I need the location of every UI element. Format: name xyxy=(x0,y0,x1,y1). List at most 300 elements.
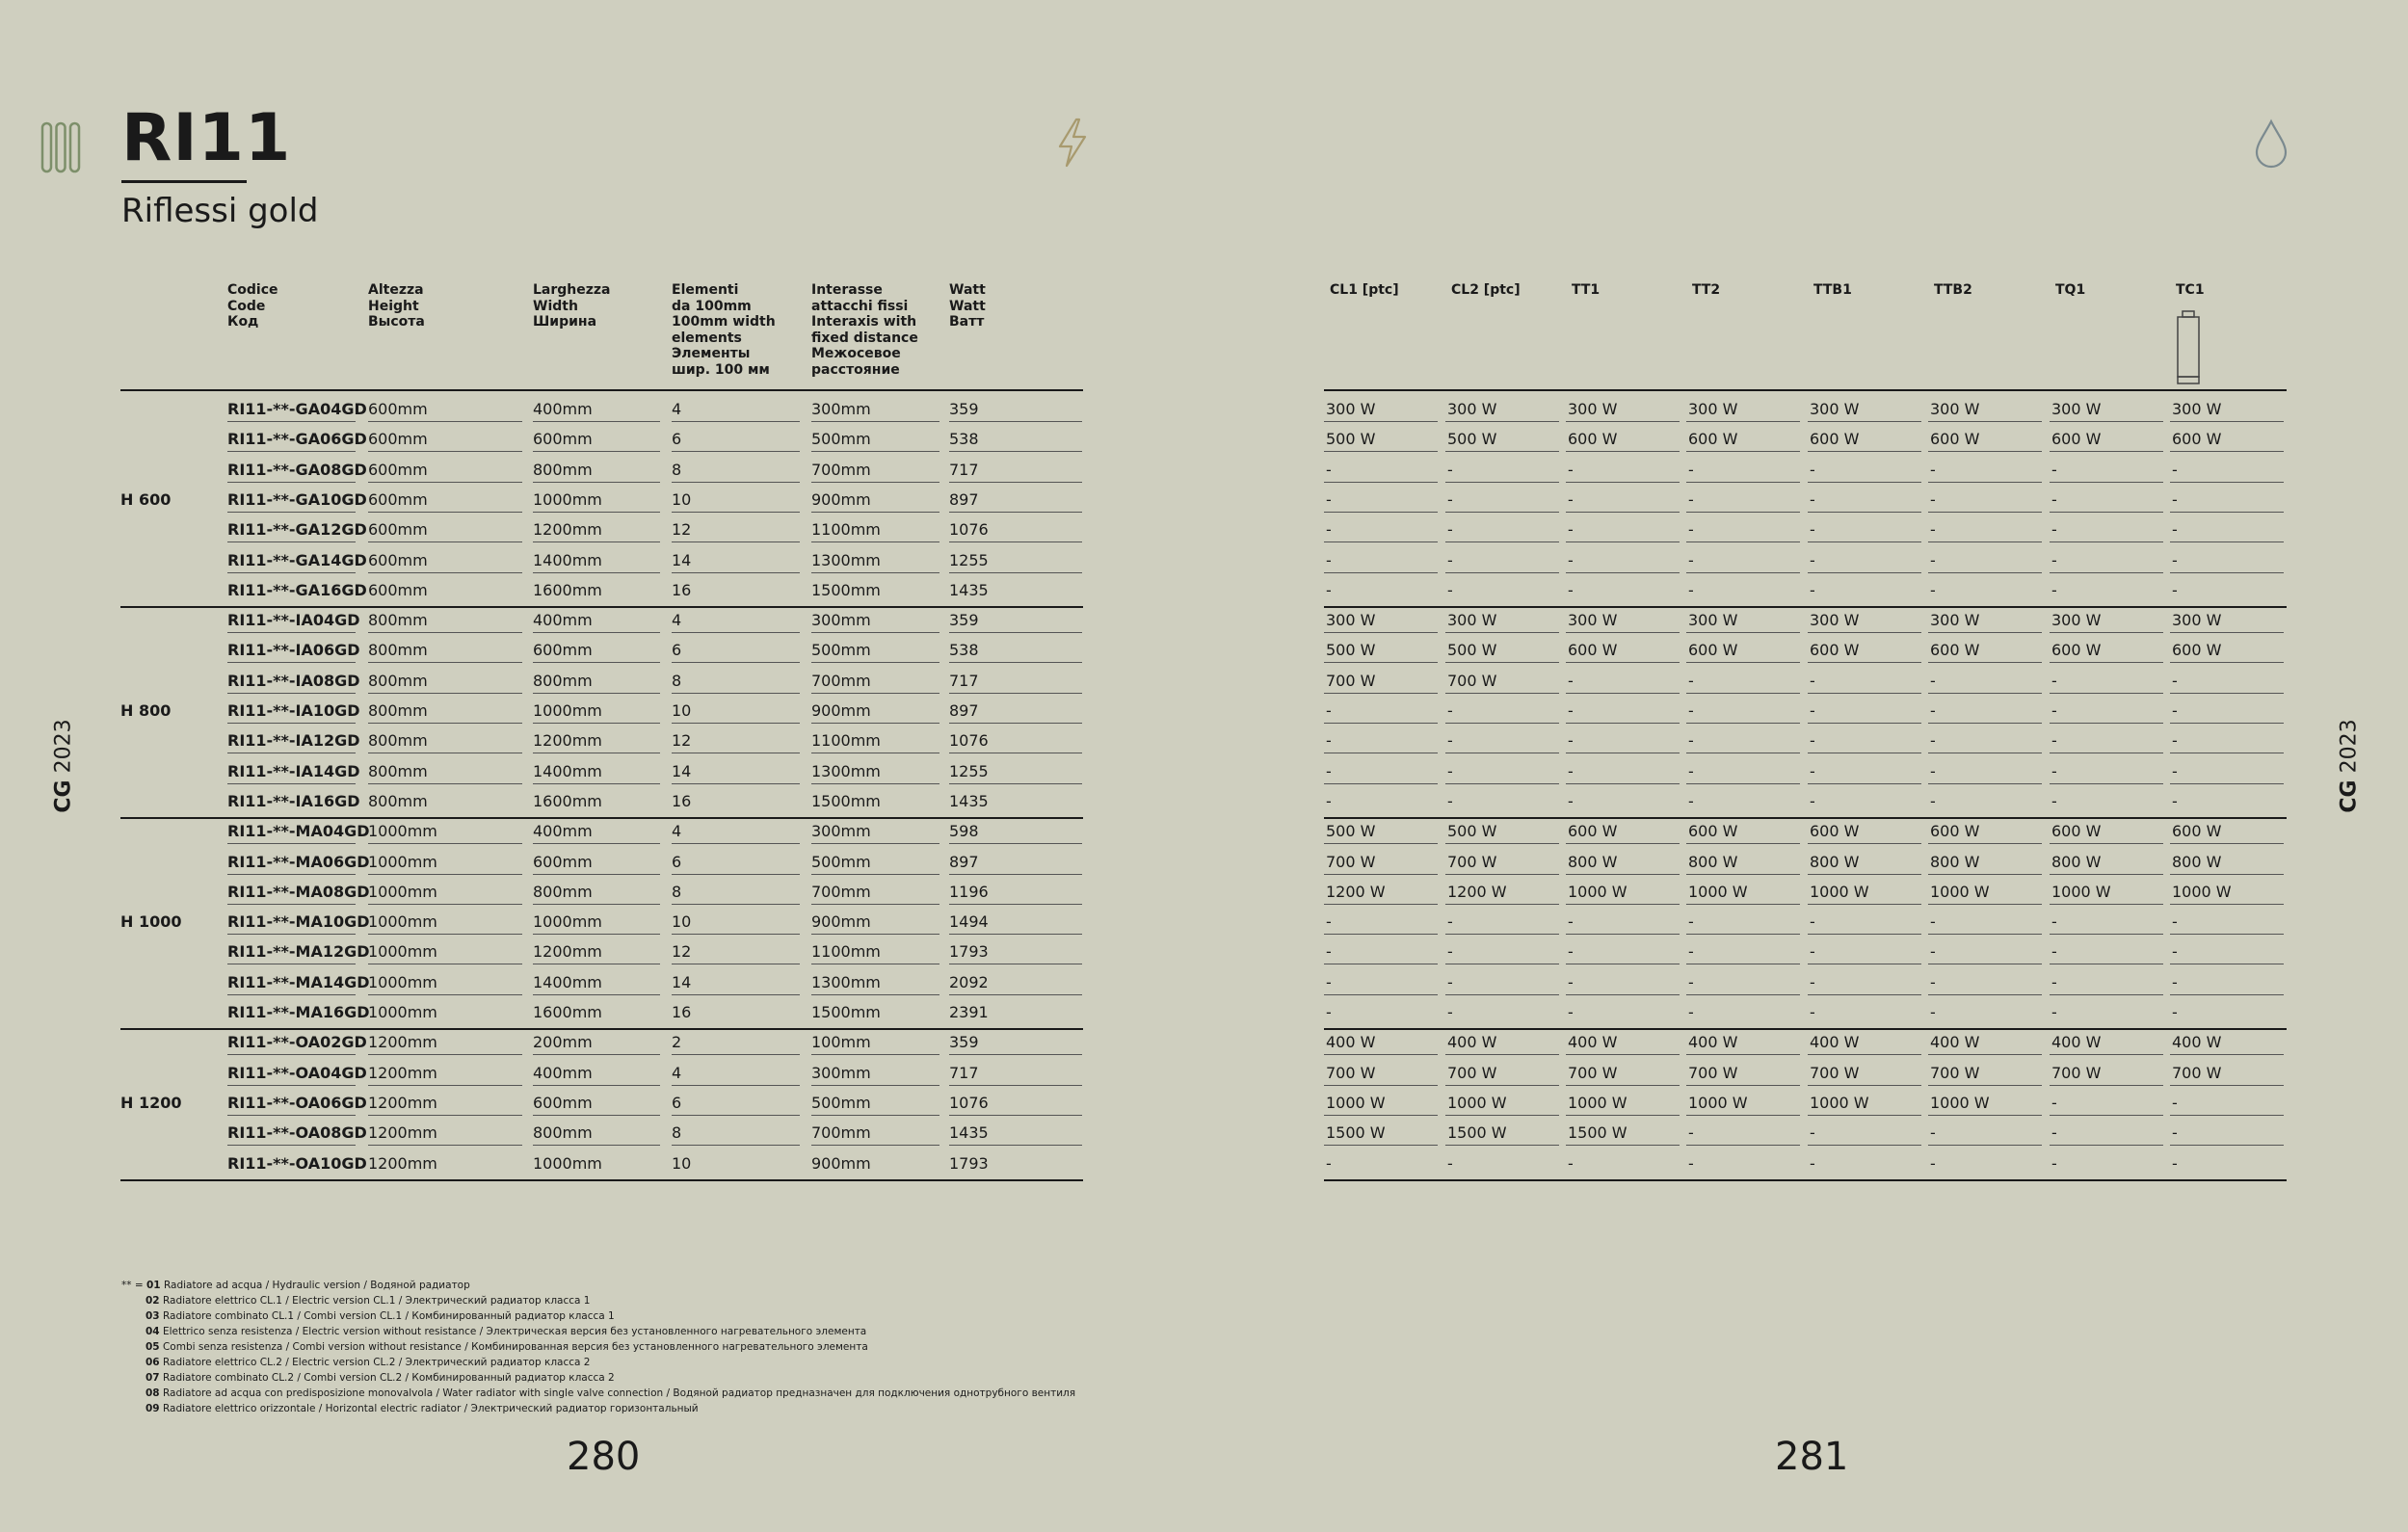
cell-underline xyxy=(949,874,1082,875)
footnote-line: 08 Radiatore ad acqua con predisposizione monovalvola / Water radiator with single valve connection / Водяной радиатор предназначен для подключения однотрубного вентиля xyxy=(146,1387,1076,1399)
cell-underline xyxy=(949,1115,1082,1116)
width-cell: 800mm xyxy=(533,1123,593,1143)
elements-cell: 2 xyxy=(672,1033,682,1052)
cell-underline xyxy=(227,421,356,422)
electric-power-cell: 500 W xyxy=(1447,641,1497,660)
width-cell: 1200mm xyxy=(533,942,602,962)
cell-underline xyxy=(2050,843,2163,844)
electric-power-cell: 1500 W xyxy=(1568,1123,1627,1143)
group-separator xyxy=(120,606,1083,608)
electric-power-cell: - xyxy=(1326,942,1332,962)
electric-power-cell: 600 W xyxy=(1688,822,1738,841)
cell-underline xyxy=(1686,934,1800,935)
electric-power-cell: - xyxy=(1688,489,1694,509)
cell-underline xyxy=(2050,632,2163,633)
electric-power-cell: - xyxy=(1688,580,1694,599)
elements-cell: 12 xyxy=(672,520,692,540)
cell-underline xyxy=(1808,632,1921,633)
cell-underline xyxy=(1566,451,1680,452)
electric-power-cell: - xyxy=(1326,460,1332,479)
cell-underline xyxy=(1445,1145,1559,1146)
width-cell: 1000mm xyxy=(533,1153,602,1173)
cell-underline xyxy=(672,1085,800,1086)
width-cell: 400mm xyxy=(533,822,593,841)
electric-power-cell: - xyxy=(2172,550,2178,569)
electric-power-cell: 500 W xyxy=(1326,641,1376,660)
electric-power-cell: - xyxy=(2172,701,2178,720)
electric-power-cell: - xyxy=(1568,731,1574,751)
interaxis-cell: 900mm xyxy=(811,1153,871,1173)
cell-underline xyxy=(368,662,522,663)
cell-underline xyxy=(1928,693,2042,694)
electric-power-cell: 700 W xyxy=(1447,1063,1497,1082)
electric-power-cell: 300 W xyxy=(1568,611,1618,630)
height-cell: 1000mm xyxy=(368,822,437,841)
page-number-left: 280 xyxy=(567,1435,641,1479)
column-header: Altezza Height Высота xyxy=(368,282,425,330)
cell-underline xyxy=(533,632,660,633)
electric-power-cell: - xyxy=(1447,460,1453,479)
elements-cell: 10 xyxy=(672,912,692,932)
cell-underline xyxy=(811,451,939,452)
cell-underline xyxy=(533,1145,660,1146)
footnote-line: ** = 01 Radiatore ad acqua / Hydraulic version / Водяной радиатор xyxy=(121,1280,470,1291)
electric-power-cell: - xyxy=(1930,1003,1936,1021)
cell-underline xyxy=(2050,541,2163,542)
elements-cell: 6 xyxy=(672,852,682,871)
table-top-rule-right xyxy=(1324,389,2287,391)
elements-cell: 10 xyxy=(672,701,692,720)
cell-underline xyxy=(949,934,1082,935)
cell-underline xyxy=(1445,1115,1559,1116)
electric-power-cell: 1000 W xyxy=(1688,1093,1748,1112)
code-cell: RI11-**-MA04GD xyxy=(227,822,370,841)
cell-underline xyxy=(227,1145,356,1146)
cell-underline xyxy=(2050,451,2163,452)
electric-power-cell: 700 W xyxy=(1930,1063,1980,1082)
cell-underline xyxy=(1686,1115,1800,1116)
watt-cell: 359 xyxy=(949,1033,979,1052)
electric-power-cell: 300 W xyxy=(1810,400,1860,418)
electric-power-cell: 400 W xyxy=(1810,1033,1860,1052)
cell-underline xyxy=(1808,723,1921,724)
electric-power-cell: - xyxy=(1568,460,1574,479)
cell-underline xyxy=(368,934,522,935)
electric-power-cell: - xyxy=(2051,580,2057,599)
cell-underline xyxy=(1808,482,1921,483)
electric-power-cell: - xyxy=(1810,761,1815,780)
cell-underline xyxy=(1928,451,2042,452)
electric-power-cell: - xyxy=(1810,671,1815,690)
electric-power-cell: - xyxy=(2172,791,2178,810)
cell-underline xyxy=(1445,632,1559,633)
cell-underline xyxy=(2170,572,2284,573)
code-cell: RI11-**-OA06GD xyxy=(227,1093,367,1112)
cell-underline xyxy=(672,662,800,663)
electric-power-cell: 800 W xyxy=(1568,852,1618,871)
height-cell: 600mm xyxy=(368,430,428,449)
cell-underline xyxy=(2050,1054,2163,1055)
electric-power-cell: 300 W xyxy=(2172,400,2222,418)
elements-cell: 14 xyxy=(672,550,692,569)
electric-power-cell: - xyxy=(2051,1003,2057,1021)
cell-underline xyxy=(227,1115,356,1116)
cell-underline xyxy=(1566,572,1680,573)
code-cell: RI11-**-MA08GD xyxy=(227,882,370,901)
watt-cell: 1793 xyxy=(949,1153,989,1173)
electric-power-cell: - xyxy=(1810,942,1815,962)
interaxis-cell: 1500mm xyxy=(811,1003,881,1021)
cell-underline xyxy=(2170,934,2284,935)
cell-underline xyxy=(1566,723,1680,724)
height-cell: 1000mm xyxy=(368,912,437,932)
cell-underline xyxy=(1445,541,1559,542)
height-cell: 800mm xyxy=(368,641,428,660)
electric-power-cell: - xyxy=(1326,520,1332,540)
cell-underline xyxy=(2050,662,2163,663)
cell-underline xyxy=(1686,843,1800,844)
height-cell: 600mm xyxy=(368,400,428,418)
cell-underline xyxy=(1808,904,1921,905)
electric-power-cell: - xyxy=(1810,489,1815,509)
cell-underline xyxy=(1808,421,1921,422)
cell-underline xyxy=(227,874,356,875)
cell-underline xyxy=(811,783,939,784)
cell-underline xyxy=(1566,1115,1680,1116)
electric-power-cell: 600 W xyxy=(2172,641,2222,660)
cell-underline xyxy=(1324,723,1438,724)
watt-cell: 1435 xyxy=(949,580,989,599)
cell-underline xyxy=(811,662,939,663)
cell-underline xyxy=(1928,994,2042,995)
width-cell: 800mm xyxy=(533,882,593,901)
electric-power-cell: 1000 W xyxy=(1930,1093,1990,1112)
cell-underline xyxy=(533,482,660,483)
width-cell: 200mm xyxy=(533,1033,593,1052)
electric-power-cell: - xyxy=(1447,701,1453,720)
cell-underline xyxy=(1808,783,1921,784)
cell-underline xyxy=(1808,541,1921,542)
footnote-line: 06 Radiatore elettrico CL.2 / Electric version CL.2 / Электрический радиатор класса 2 xyxy=(146,1357,591,1368)
catalog-side-label-right: CG 2023 xyxy=(2337,719,2362,813)
cell-underline xyxy=(2050,904,2163,905)
electric-power-cell: 700 W xyxy=(1810,1063,1860,1082)
cell-underline xyxy=(811,482,939,483)
cell-underline xyxy=(533,723,660,724)
watt-cell: 1196 xyxy=(949,882,989,901)
electric-power-cell: - xyxy=(1447,550,1453,569)
electric-power-cell: - xyxy=(1810,550,1815,569)
height-cell: 600mm xyxy=(368,489,428,509)
interaxis-cell: 1300mm xyxy=(811,761,881,780)
cell-underline xyxy=(672,994,800,995)
electric-power-cell: 400 W xyxy=(2051,1033,2102,1052)
electric-power-cell: - xyxy=(1688,972,1694,991)
cell-underline xyxy=(1686,723,1800,724)
electric-power-cell: - xyxy=(1688,460,1694,479)
electric-power-cell: - xyxy=(2051,1123,2057,1143)
cell-underline xyxy=(2170,1054,2284,1055)
cell-underline xyxy=(1686,1145,1800,1146)
electric-power-cell: - xyxy=(2051,520,2057,540)
interaxis-cell: 700mm xyxy=(811,882,871,901)
electric-power-cell: - xyxy=(1688,550,1694,569)
cell-underline xyxy=(1686,1085,1800,1086)
watt-cell: 1435 xyxy=(949,1123,989,1143)
cell-underline xyxy=(1324,482,1438,483)
electric-power-cell: 700 W xyxy=(2172,1063,2222,1082)
cell-underline xyxy=(672,1145,800,1146)
cell-underline xyxy=(672,783,800,784)
cell-underline xyxy=(1686,693,1800,694)
electric-power-cell: 1000 W xyxy=(1568,1093,1627,1112)
cell-underline xyxy=(2170,1115,2284,1116)
electric-power-cell: - xyxy=(1930,701,1936,720)
electric-power-cell: 800 W xyxy=(2172,852,2222,871)
height-cell: 800mm xyxy=(368,611,428,630)
electric-power-cell: 500 W xyxy=(1447,822,1497,841)
cell-underline xyxy=(368,874,522,875)
electric-power-cell: 600 W xyxy=(1930,641,1980,660)
group-separator-right xyxy=(1324,1179,2287,1181)
cell-underline xyxy=(1928,482,2042,483)
cell-underline xyxy=(811,874,939,875)
cell-underline xyxy=(2170,662,2284,663)
code-cell: RI11-**-OA08GD xyxy=(227,1123,367,1143)
cell-underline xyxy=(2050,723,2163,724)
cell-underline xyxy=(1808,662,1921,663)
electric-power-cell: - xyxy=(1568,912,1574,932)
electric-power-cell: 1000 W xyxy=(1447,1093,1507,1112)
cell-underline xyxy=(672,843,800,844)
lightning-icon xyxy=(1052,118,1093,168)
electric-power-cell: 700 W xyxy=(1326,671,1376,690)
width-cell: 1000mm xyxy=(533,912,602,932)
cell-underline xyxy=(1686,541,1800,542)
cell-underline xyxy=(533,874,660,875)
cell-underline xyxy=(1324,572,1438,573)
cell-underline xyxy=(949,451,1082,452)
cell-underline xyxy=(2050,512,2163,513)
radiator-logo-icon xyxy=(40,121,81,173)
cell-underline xyxy=(811,421,939,422)
electric-power-cell: - xyxy=(1930,761,1936,780)
cell-underline xyxy=(1445,874,1559,875)
cell-underline xyxy=(949,994,1082,995)
cell-underline xyxy=(368,904,522,905)
cell-underline xyxy=(1445,934,1559,935)
height-cell: 1200mm xyxy=(368,1123,437,1143)
footnote-line: 07 Radiatore combinato CL.2 / Combi version CL.2 / Комбинированный радиатор класса 2 xyxy=(146,1372,615,1384)
electric-power-cell: - xyxy=(1810,731,1815,751)
cell-underline xyxy=(1808,512,1921,513)
width-cell: 400mm xyxy=(533,611,593,630)
electric-power-cell: - xyxy=(1326,550,1332,569)
electric-power-cell: - xyxy=(1568,942,1574,962)
cell-underline xyxy=(672,541,800,542)
cell-underline xyxy=(1928,512,2042,513)
electric-power-cell: 600 W xyxy=(2051,430,2102,449)
cell-underline xyxy=(2050,693,2163,694)
electric-power-cell: 300 W xyxy=(1688,400,1738,418)
cell-underline xyxy=(1808,451,1921,452)
electric-power-cell: 600 W xyxy=(1568,641,1618,660)
cell-underline xyxy=(533,1054,660,1055)
electric-power-cell: - xyxy=(1447,520,1453,540)
cell-underline xyxy=(1445,421,1559,422)
interaxis-cell: 700mm xyxy=(811,460,871,479)
cell-underline xyxy=(533,693,660,694)
cell-underline xyxy=(672,512,800,513)
cell-underline xyxy=(2170,541,2284,542)
cell-underline xyxy=(227,1085,356,1086)
electric-power-cell: - xyxy=(2051,550,2057,569)
electric-column-header: TT1 xyxy=(1572,282,1601,298)
cell-underline xyxy=(2170,421,2284,422)
elements-cell: 14 xyxy=(672,761,692,780)
cell-underline xyxy=(1808,572,1921,573)
height-cell: 1200mm xyxy=(368,1033,437,1052)
cell-underline xyxy=(949,693,1082,694)
cell-underline xyxy=(1808,1145,1921,1146)
electric-power-cell: - xyxy=(1447,489,1453,509)
cell-underline xyxy=(1445,994,1559,995)
cell-underline xyxy=(1686,632,1800,633)
watt-cell: 897 xyxy=(949,852,979,871)
electric-power-cell: 600 W xyxy=(1688,641,1738,660)
cell-underline xyxy=(1808,693,1921,694)
cell-underline xyxy=(1566,1085,1680,1086)
cell-underline xyxy=(2050,934,2163,935)
watt-cell: 1494 xyxy=(949,912,989,932)
cell-underline xyxy=(1324,541,1438,542)
electric-power-cell: - xyxy=(2172,942,2178,962)
cell-underline xyxy=(1928,723,2042,724)
electric-power-cell: 500 W xyxy=(1326,822,1376,841)
product-title: RI11 xyxy=(121,100,292,176)
electric-power-cell: - xyxy=(1447,731,1453,751)
cell-underline xyxy=(2170,723,2284,724)
height-cell: 600mm xyxy=(368,580,428,599)
height-cell: 1200mm xyxy=(368,1063,437,1082)
cell-underline xyxy=(811,572,939,573)
cell-underline xyxy=(1808,934,1921,935)
cell-underline xyxy=(1686,421,1800,422)
electric-power-cell: 400 W xyxy=(1688,1033,1738,1052)
cell-underline xyxy=(1445,693,1559,694)
cell-underline xyxy=(1686,874,1800,875)
electric-power-cell: - xyxy=(2051,761,2057,780)
cell-underline xyxy=(2050,482,2163,483)
electric-power-cell: - xyxy=(1930,972,1936,991)
elements-cell: 10 xyxy=(672,489,692,509)
interaxis-cell: 700mm xyxy=(811,1123,871,1143)
electric-power-cell: - xyxy=(1568,550,1574,569)
electric-power-cell: - xyxy=(2172,1153,2178,1173)
cell-underline xyxy=(368,1115,522,1116)
cell-underline xyxy=(368,1145,522,1146)
electric-power-cell: - xyxy=(2051,1093,2057,1112)
electric-power-cell: 700 W xyxy=(1447,671,1497,690)
electric-power-cell: 800 W xyxy=(1930,852,1980,871)
cell-underline xyxy=(811,512,939,513)
electric-power-cell: - xyxy=(1326,761,1332,780)
cell-underline xyxy=(1928,934,2042,935)
height-cell: 1000mm xyxy=(368,882,437,901)
cell-underline xyxy=(533,1085,660,1086)
electric-power-cell: - xyxy=(1810,520,1815,540)
cell-underline xyxy=(227,1054,356,1055)
interaxis-cell: 1500mm xyxy=(811,791,881,810)
electric-power-cell: - xyxy=(1810,701,1815,720)
watt-cell: 897 xyxy=(949,701,979,720)
cell-underline xyxy=(227,572,356,573)
electric-power-cell: 1000 W xyxy=(1810,1093,1869,1112)
cell-underline xyxy=(672,482,800,483)
electric-power-cell: 1000 W xyxy=(1810,882,1869,901)
footnote-line: 04 Elettrico senza resistenza / Electric version without resistance / Электрическая версия без установленного нагревательного элемента xyxy=(146,1326,867,1337)
cell-underline xyxy=(1686,572,1800,573)
electric-column-header: TQ1 xyxy=(2055,282,2086,298)
cell-underline xyxy=(1808,994,1921,995)
cell-underline xyxy=(1566,994,1680,995)
interaxis-cell: 300mm xyxy=(811,611,871,630)
electric-power-cell: 600 W xyxy=(1568,822,1618,841)
electric-power-cell: - xyxy=(1326,580,1332,599)
cell-underline xyxy=(2170,512,2284,513)
electric-power-cell: - xyxy=(1688,791,1694,810)
watt-cell: 1076 xyxy=(949,731,989,751)
electric-power-cell: 1000 W xyxy=(1930,882,1990,901)
cell-underline xyxy=(533,1115,660,1116)
width-cell: 1400mm xyxy=(533,972,602,991)
watt-cell: 598 xyxy=(949,822,979,841)
electric-power-cell: 1500 W xyxy=(1447,1123,1507,1143)
electric-power-cell: - xyxy=(2051,731,2057,751)
cell-underline xyxy=(1928,843,2042,844)
cell-underline xyxy=(1445,723,1559,724)
electric-power-cell: 400 W xyxy=(1447,1033,1497,1052)
electric-power-cell: 300 W xyxy=(1568,400,1618,418)
cell-underline xyxy=(2170,451,2284,452)
height-cell: 600mm xyxy=(368,520,428,540)
cell-underline xyxy=(1566,482,1680,483)
electric-power-cell: - xyxy=(1447,1153,1453,1173)
code-cell: RI11-**-IA12GD xyxy=(227,731,360,751)
cell-underline xyxy=(1928,662,2042,663)
electric-power-cell: - xyxy=(1810,1123,1815,1143)
electric-power-cell: 700 W xyxy=(1447,852,1497,871)
electric-power-cell: 300 W xyxy=(1447,611,1497,630)
footnote-line: 02 Radiatore elettrico CL.1 / Electric version CL.1 / Электрический радиатор класса 1 xyxy=(146,1295,591,1307)
electric-power-cell: 400 W xyxy=(1326,1033,1376,1052)
cell-underline xyxy=(227,904,356,905)
cell-underline xyxy=(1566,662,1680,663)
cell-underline xyxy=(1324,783,1438,784)
cell-underline xyxy=(672,1054,800,1055)
height-cell: 1000mm xyxy=(368,1003,437,1021)
cell-underline xyxy=(1686,994,1800,995)
cell-underline xyxy=(1566,904,1680,905)
cell-underline xyxy=(672,451,800,452)
cell-underline xyxy=(1324,843,1438,844)
width-cell: 800mm xyxy=(533,460,593,479)
cell-underline xyxy=(1324,1085,1438,1086)
cell-underline xyxy=(672,1115,800,1116)
table-top-rule xyxy=(120,389,1083,391)
electric-power-cell: - xyxy=(1447,1003,1453,1021)
cell-underline xyxy=(2170,1085,2284,1086)
